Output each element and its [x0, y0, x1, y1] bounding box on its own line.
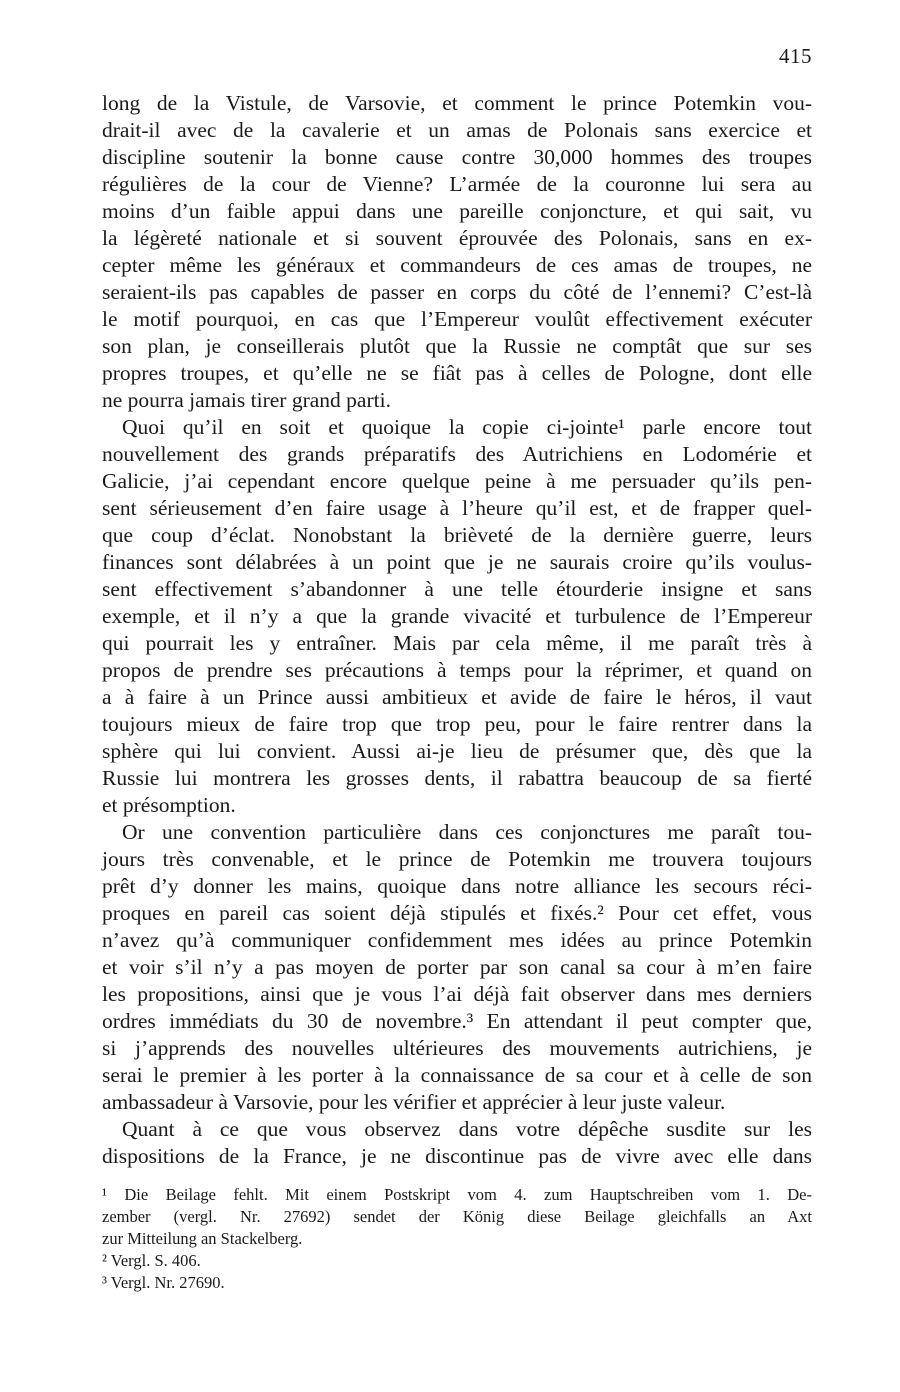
text-line: drait-il avec de la cavalerie et un amas de Polonais sans exercice et — [102, 118, 812, 142]
text-line: Russie lui montrera les grosses dents, il rabattra beaucoup de sa fierté — [102, 766, 812, 790]
text-line: n’avez qu’à communiquer confidemment mes idées au prince Potemkin — [102, 928, 812, 952]
text-line: finances sont délabrées à un point que je ne saurais croire qu’ils voulus- — [102, 550, 812, 574]
text-line: discipline soutenir la bonne cause contre 30,000 hommes des troupes — [102, 145, 812, 169]
page-number: 415 — [779, 44, 812, 68]
text-line: Quant à ce que vous observez dans votre dépêche susdite sur les — [122, 1117, 812, 1141]
footnote — [102, 1250, 812, 1272]
footnote-line: ² Vergl. S. 406. — [102, 1251, 201, 1270]
paragraph — [102, 414, 812, 819]
text-line: sent effectivement s’abandonner à une telle étourderie insigne et sans — [102, 577, 812, 601]
footnote-line: ¹ Die Beilage fehlt. Mit einem Postskript vom 4. zum Hauptschreiben vom 1. De- — [102, 1185, 812, 1204]
text-line: son plan, je conseillerais plutôt que la Russie ne comptât que sur ses — [102, 334, 812, 358]
text-line: si j’apprends des nouvelles ultérieures des mouvements autrichiens, je — [102, 1036, 812, 1060]
text-line: ne pourra jamais tirer grand parti. — [102, 388, 391, 412]
text-line: prêt d’y donner les mains, quoique dans notre alliance les secours réci- — [102, 874, 812, 898]
footnote — [102, 1184, 812, 1250]
paragraph — [102, 1116, 812, 1170]
text-line: exemple, et il n’y a que la grande vivacité et turbulence de l’Empereur — [102, 604, 812, 628]
text-line: le motif pourquoi, en cas que l’Empereur voulût effectivement exécuter — [102, 307, 812, 331]
footnote-line: ³ Vergl. Nr. 27690. — [102, 1273, 225, 1292]
text-line: jours très convenable, et le prince de Potemkin me trouvera toujours — [102, 847, 812, 871]
text-line: et présomption. — [102, 793, 236, 817]
text-line: ordres immédiats du 30 de novembre.³ En attendant il peut compter que, — [102, 1009, 812, 1033]
text-line: dispositions de la France, je ne discontinue pas de vivre avec elle dans — [102, 1144, 812, 1168]
text-line: Quoi qu’il en soit et quoique la copie ci-jointe¹ parle encore tout — [122, 415, 812, 439]
footnote-line: zur Mitteilung an Stackelberg. — [102, 1229, 303, 1248]
text-line: a à faire à un Prince aussi ambitieux et avide de faire le héros, il vaut — [102, 685, 812, 709]
text-line: Galicie, j’ai cependant encore quelque peine à me persuader qu’ils pen- — [102, 469, 812, 493]
text-line: moins d’un faible appui dans une pareille conjoncture, et qui sait, vu — [102, 199, 812, 223]
text-line: seraient-ils pas capables de passer en corps du côté de l’ennemi? C’est-là — [102, 280, 812, 304]
text-line: les propositions, ainsi que je vous l’ai déjà fait observer dans mes derniers — [102, 982, 812, 1006]
text-line: Or une convention particulière dans ces conjonctures me paraît tou- — [122, 820, 812, 844]
text-line: et voir s’il n’y a pas moyen de porter par son canal sa cour à m’en faire — [102, 955, 812, 979]
text-line: serai le premier à les porter à la connaissance de sa cour et à celle de son — [102, 1063, 812, 1087]
text-line: sent sérieusement d’en faire usage à l’heure qu’il est, et de frapper quel- — [102, 496, 812, 520]
text-line: proques en pareil cas soient déjà stipulés et fixés.² Pour cet effet, vous — [102, 901, 812, 925]
text-line: long de la Vistule, de Varsovie, et comment le prince Potemkin vou- — [102, 91, 812, 115]
text-line: qui pourrait les y entraîner. Mais par cela même, il me paraît très à — [102, 631, 812, 655]
text-line: propres troupes, et qu’elle ne se fiât pas à celles de Pologne, dont elle — [102, 361, 812, 385]
text-line: sphère qui lui convient. Aussi ai-je lieu de présumer que, dès que la — [102, 739, 812, 763]
text-line: cepter même les généraux et commandeurs de ces amas de troupes, ne — [102, 253, 812, 277]
paragraph — [102, 90, 812, 414]
text-line: que coup d’éclat. Nonobstant la brièveté de la dernière guerre, leurs — [102, 523, 812, 547]
footnote — [102, 1272, 812, 1294]
footnote-line: zember (vergl. Nr. 27692) sendet der König diese Beilage gleichfalls an Axt — [102, 1207, 812, 1226]
body-text — [102, 90, 812, 1170]
text-line: régulières de la cour de Vienne? L’armée de la couronne lui sera au — [102, 172, 812, 196]
text-line: ambassadeur à Varsovie, pour les vérifier et apprécier à leur juste valeur. — [102, 1090, 726, 1114]
paragraph — [102, 819, 812, 1116]
text-line: nouvellement des grands préparatifs des Autrichiens en Lodomérie et — [102, 442, 812, 466]
footnotes — [102, 1184, 812, 1294]
text-line: propos de prendre ses précautions à temps pour la réprimer, et quand on — [102, 658, 812, 682]
text-line: la légèreté nationale et si souvent éprouvée des Polonais, sans en ex- — [102, 226, 812, 250]
text-line: toujours mieux de faire trop que trop peu, pour le faire rentrer dans la — [102, 712, 812, 736]
